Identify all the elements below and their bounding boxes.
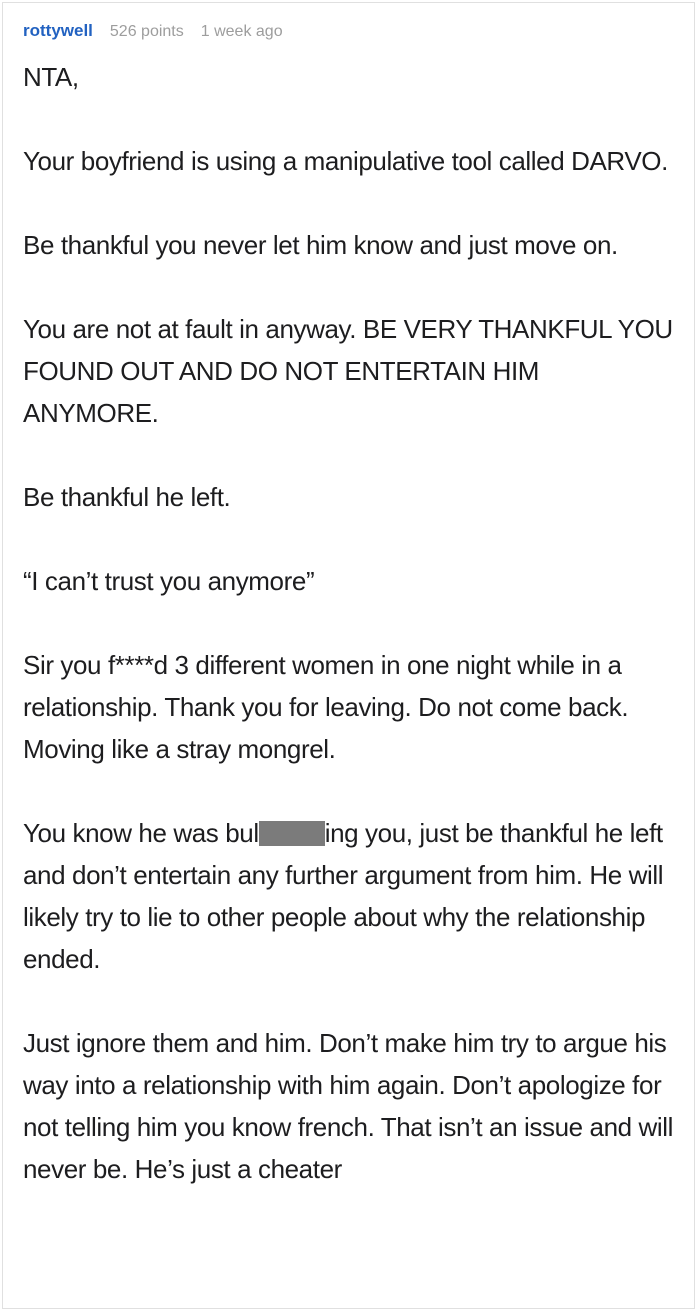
comment-card xyxy=(2,2,695,1309)
comment-paragraph: Be thankful he left. xyxy=(23,482,231,512)
timestamp-label: 1 week ago xyxy=(200,23,283,40)
comment-paragraph-censored xyxy=(23,812,678,980)
censor-redaction-box xyxy=(259,821,325,846)
comment-paragraph: NTA, xyxy=(23,62,79,92)
comment-paragraph: Be thankful you never let him know and just move on. xyxy=(23,230,618,260)
points-label: 526 points xyxy=(109,23,184,40)
paragraph-text-after-censor: ing you, just be thankful he left and don’t entertain any further argument from him. He will likely try to lie to other people about why the relationship ended. xyxy=(23,818,664,974)
username-link[interactable]: rottywell xyxy=(23,21,93,40)
comment-paragraph: Just ignore them and him. Don’t make him try to argue his way into a relationship with him again. Don’t apologize for not telling him you know french. That isn’t an issue and will never be. He’s just a cheater xyxy=(23,1028,674,1184)
comment-paragraph: Sir you f****d 3 different women in one night while in a relationship. Thank you for leaving. Do not come back. Moving like a stray mongrel. xyxy=(23,650,629,764)
paragraph-text-before-censor: You know he was bul xyxy=(23,818,259,848)
comment-paragraph: You are not at fault in anyway. BE VERY THANKFUL YOU FOUND OUT AND DO NOT ENTERTAIN HIM ANYMORE. xyxy=(23,314,673,428)
comment-body xyxy=(23,56,678,1190)
comment-paragraph: “I can’t trust you anymore” xyxy=(23,566,315,596)
comment-header xyxy=(23,20,678,43)
comment-paragraph: Your boyfriend is using a manipulative tool called DARVO. xyxy=(23,146,668,176)
